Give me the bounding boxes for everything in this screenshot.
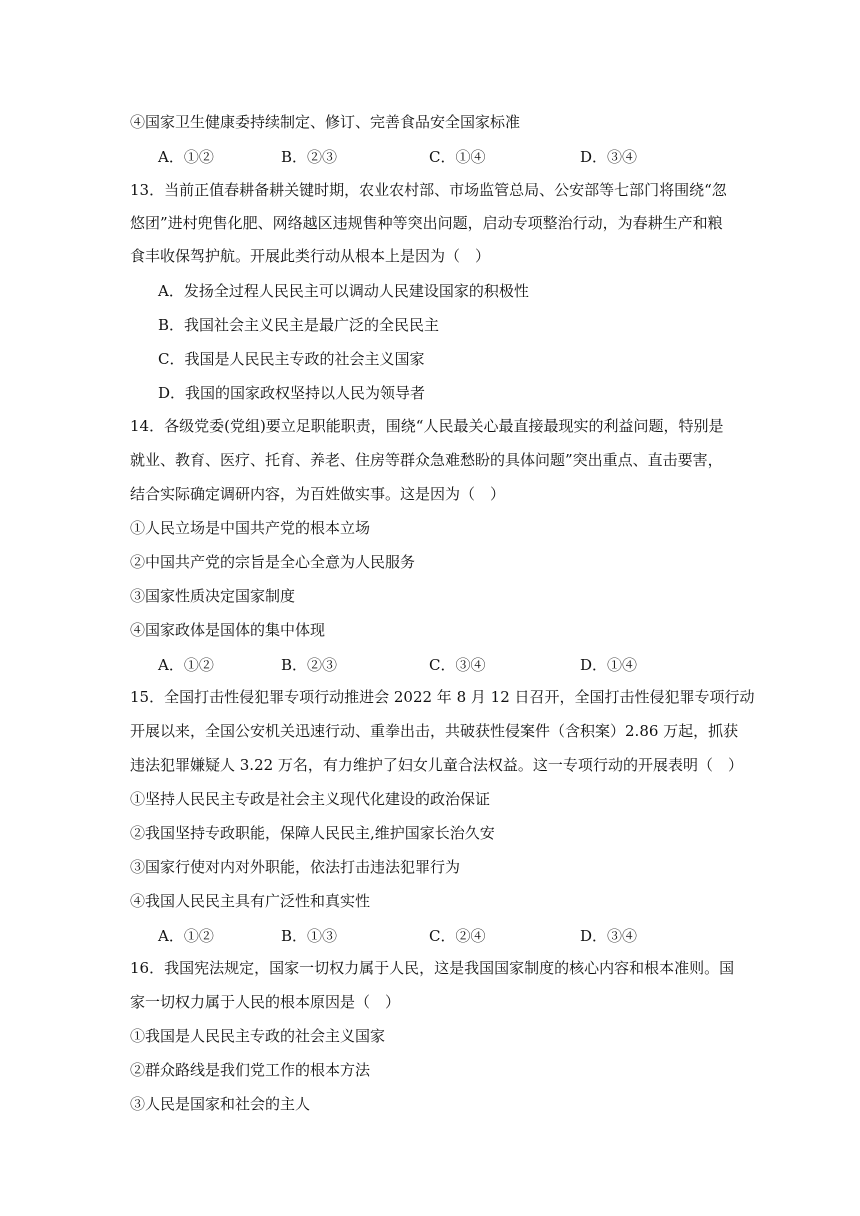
q13-stem-line-2: 悠团”进村兜售化肥、网络越区违规售种等突出问题，启动专项整治行动，为春耕生产和粮 xyxy=(130,214,723,232)
q15-statement-4: ④我国人民民主具有广泛性和真实性 xyxy=(130,892,371,910)
q12-option-a[interactable]: A．①② xyxy=(158,148,214,166)
q14-statement-2: ②中国共产党的宗旨是全心全意为人民服务 xyxy=(130,553,416,571)
q13-option-d[interactable]: D．我国的国家政权坚持以人民为领导者 xyxy=(158,384,426,402)
q14-option-b[interactable]: B．②③ xyxy=(281,656,338,674)
q16-statement-1: ①我国是人民民主专政的社会主义国家 xyxy=(130,1027,386,1045)
q14-statement-1: ①人民立场是中国共产党的根本立场 xyxy=(130,519,371,537)
q14-option-c[interactable]: C．③④ xyxy=(429,656,486,674)
q12-option-d[interactable]: D．③④ xyxy=(580,148,638,166)
q14-stem-line-1: 14．各级党委(党组)要立足职能职责，围绕“人民最关心最直接最现实的利益问题，特别是 xyxy=(130,417,724,435)
q14-statement-3: ③国家性质决定国家制度 xyxy=(130,587,296,605)
q13-option-c[interactable]: C．我国是人民民主专政的社会主义国家 xyxy=(158,350,425,368)
q14-options xyxy=(0,654,860,674)
q15-stem-line-1: 15．全国打击性侵犯罪专项行动推进会 2022 年 8 月 12 日召开，全国打击性侵犯罪专项行动 xyxy=(130,688,755,706)
q16-stem-line-2: 家一切权力属于人民的根本原因是（ ） xyxy=(130,993,401,1011)
q12-option-c[interactable]: C．①④ xyxy=(429,148,486,166)
q15-option-b[interactable]: B．①③ xyxy=(281,927,338,945)
q13-stem-line-1: 13．当前正值春耕备耕关键时期，农业农村部、市场监管总局、公安部等七部门将围绕“忽 xyxy=(130,181,727,199)
q15-option-a[interactable]: A．①② xyxy=(158,927,214,945)
q15-statement-1: ①坚持人民民主专政是社会主义现代化建设的政治保证 xyxy=(130,790,491,808)
q14-statement-4: ④国家政体是国体的集中体现 xyxy=(130,621,326,639)
q14-stem-line-3: 结合实际确定调研内容，为百姓做实事。这是因为（ ） xyxy=(130,485,506,503)
q15-stem-line-3: 违法犯罪嫌疑人 3.22 万名，有力维护了妇女儿童合法权益。这一专项行动的开展表明（ ） xyxy=(130,756,743,774)
q16-statement-2: ②群众路线是我们党工作的根本方法 xyxy=(130,1061,371,1079)
q13-option-a[interactable]: A．发扬全过程人民民主可以调动人民建设国家的积极性 xyxy=(158,282,529,300)
q16-statement-3: ③人民是国家和社会的主人 xyxy=(130,1095,311,1113)
q14-stem-line-2: 就业、教育、医疗、托育、养老、住房等群众急难愁盼的具体问题”突出重点、直击要害， xyxy=(130,451,723,469)
q12-option-b[interactable]: B．②③ xyxy=(281,148,338,166)
q12-options xyxy=(0,146,860,166)
q15-stem-line-2: 开展以来，全国公安机关迅速行动、重拳出击，共破获性侵案件（含积案）2.86 万起，抓获 xyxy=(130,722,739,740)
q14-option-a[interactable]: A．①② xyxy=(158,656,214,674)
q15-statement-3: ③国家行使对内对外职能，依法打击违法犯罪行为 xyxy=(130,858,461,876)
q14-option-d[interactable]: D．①④ xyxy=(580,656,638,674)
q15-options xyxy=(0,925,860,945)
q15-option-d[interactable]: D．③④ xyxy=(580,927,638,945)
q15-option-c[interactable]: C．②④ xyxy=(429,927,486,945)
q15-statement-2: ②我国坚持专政职能，保障人民民主,维护国家长治久安 xyxy=(130,824,495,842)
q12-statement-4: ④国家卫生健康委持续制定、修订、完善食品安全国家标准 xyxy=(130,113,521,131)
q16-stem-line-1: 16．我国宪法规定，国家一切权力属于人民，这是我国国家制度的核心内容和根本准则。国 xyxy=(130,959,735,977)
q13-option-b[interactable]: B．我国社会主义民主是最广泛的全民民主 xyxy=(158,316,440,334)
q13-stem-line-3: 食丰收保驾护航。开展此类行动从根本上是因为（ ） xyxy=(130,247,491,265)
